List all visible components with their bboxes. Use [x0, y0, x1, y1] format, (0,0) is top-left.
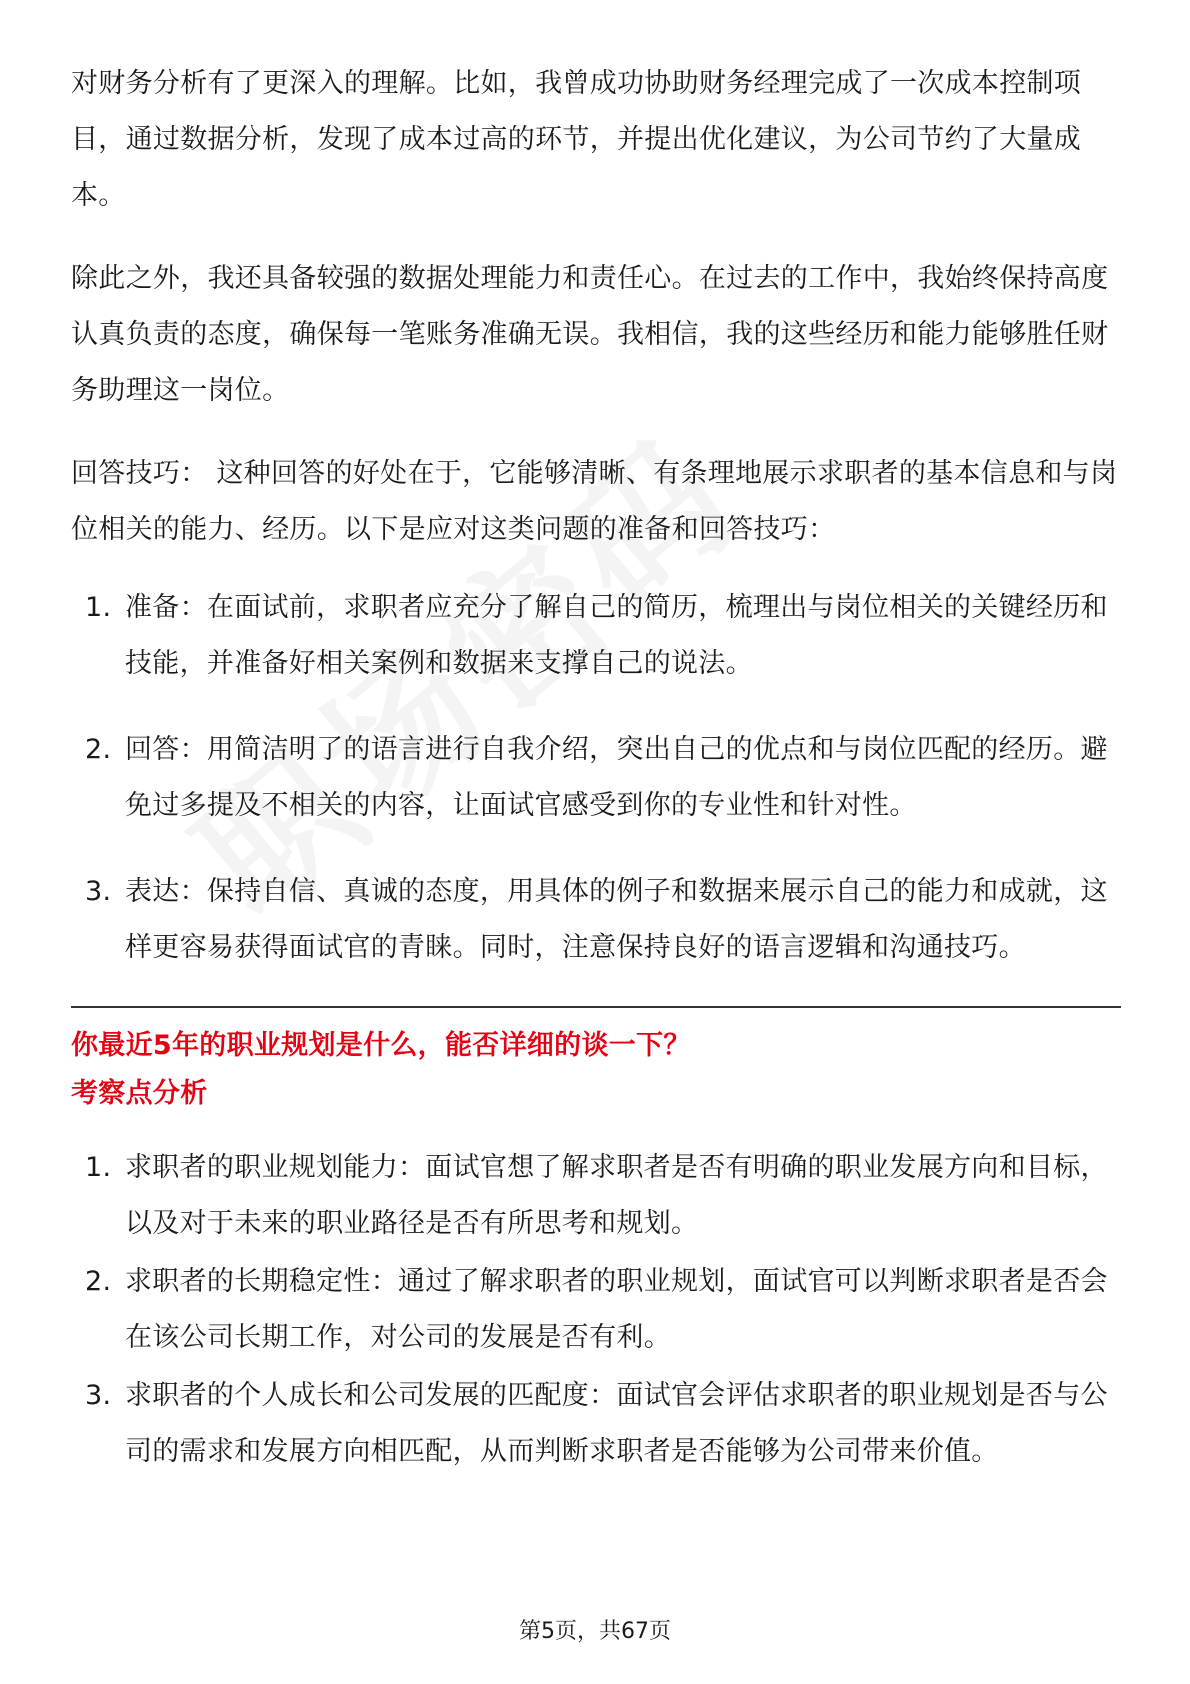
list-item-text: 求职者的个人成长和公司发展的匹配度：面试官会评估求职者的职业规划是否与公司的需求和发展方向相匹配，从而判断求职者是否能够为公司带来价值。	[125, 1380, 1108, 1467]
list-item	[71, 1368, 1121, 1480]
page-content	[71, 56, 1121, 1482]
section-divider	[71, 1006, 1121, 1008]
question-heading: 你最近5年的职业规划是什么，能否详细的谈一下？	[71, 1030, 691, 1061]
page-number: 第5页，共67页	[519, 1619, 671, 1644]
paragraph-abilities: 除此之外，我还具备较强的数据处理能力和责任心。在过去的工作中，我始终保持高度认真负责的态度，确保每一笔账务准确无误。我相信，我的这些经历和能力能够胜任财务助理这一岗位。	[71, 263, 1109, 406]
list-number: 1.	[85, 592, 112, 623]
list-number: 1.	[85, 1152, 112, 1183]
paragraph-cost-control: 对财务分析有了更深入的理解。比如，我曾成功协助财务经理完成了一次成本控制项目，通过数据分析，发现了成本过高的环节，并提出优化建议，为公司节约了大量成本。	[71, 68, 1082, 211]
list-number: 3.	[85, 1380, 112, 1411]
list-item-text: 求职者的长期稳定性：通过了解求职者的职业规划，面试官可以判断求职者是否会在该公司长期工作，对公司的发展是否有利。	[125, 1266, 1108, 1353]
analysis-heading: 考察点分析	[71, 1078, 208, 1109]
list-item	[71, 864, 1121, 976]
tips-list	[71, 580, 1121, 976]
list-item-text: 求职者的职业规划能力：面试官想了解求职者是否有明确的职业发展方向和目标，以及对于未来的职业路径是否有所思考和规划。	[125, 1152, 1108, 1239]
analysis-list	[71, 1140, 1121, 1480]
list-item-text: 回答：用简洁明了的语言进行自我介绍，突出自己的优点和与岗位匹配的经历。避免过多提及不相关的内容，让面试官感受到你的专业性和针对性。	[125, 734, 1108, 821]
list-number: 2.	[85, 734, 112, 765]
list-number: 2.	[85, 1266, 112, 1297]
list-number: 3.	[85, 876, 112, 907]
list-item-text: 准备：在面试前，求职者应充分了解自己的简历，梳理出与岗位相关的关键经历和技能，并准备好相关案例和数据来支撑自己的说法。	[125, 592, 1108, 679]
list-item	[71, 1254, 1121, 1366]
paragraph-answer-tips: 回答技巧： 这种回答的好处在于，它能够清晰、有条理地展示求职者的基本信息和与岗位相关的能力、经历。以下是应对这类问题的准备和回答技巧：	[71, 458, 1118, 545]
list-item	[71, 580, 1121, 692]
list-item	[71, 1140, 1121, 1252]
list-item-text: 表达：保持自信、真诚的态度，用具体的例子和数据来展示自己的能力和成就，这样更容易获得面试官的青睐。同时，注意保持良好的语言逻辑和沟通技巧。	[125, 876, 1108, 963]
list-item	[71, 722, 1121, 834]
